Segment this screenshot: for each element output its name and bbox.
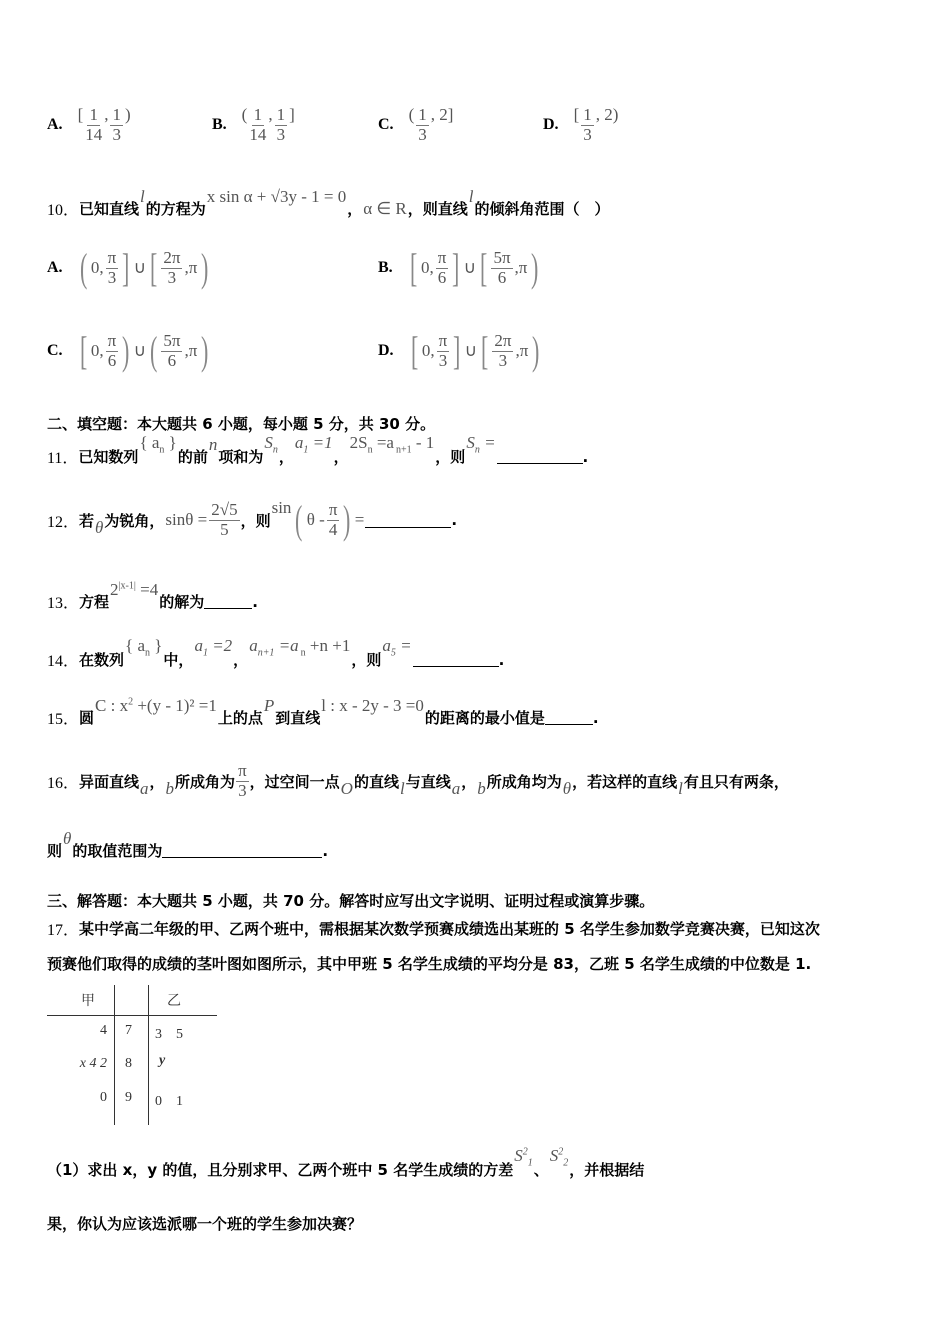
numerator: 2√5 [211,499,238,519]
math-expression: ,π [184,258,198,277]
question-number: 14． [47,653,80,670]
option-label: B. [212,115,227,133]
text: 的倾斜角范围（ ） [474,200,610,218]
subscript: n [145,647,150,659]
header-class-jia: 甲 [81,994,95,1009]
option-label: D. [378,342,394,359]
bracket: ) [201,328,209,373]
superscript: 2 [558,1146,564,1158]
denominator: 6 [437,267,447,287]
divider [47,1015,217,1016]
math-expression: θ - [306,510,325,529]
math-expression: $a_5$ = [382,636,412,659]
numerator: π [107,330,117,350]
subscript: n [159,444,165,456]
bracket: [ [409,245,418,290]
text: 的解为 [159,593,205,611]
text: 有且只有两条， [683,772,789,791]
bracket: ) [201,245,209,290]
stem: 7 [125,1023,132,1038]
denominator: 3 [583,124,592,144]
math-expression: [ [77,105,84,124]
numerator: 1 [418,105,427,124]
fraction [492,332,513,370]
text: 与直线 [405,772,451,791]
text: 所成角为 [175,772,236,791]
text: 已知数列 [78,448,139,466]
bracket: ] [453,328,461,373]
fraction [416,106,429,144]
subscript: 1 [303,444,309,456]
option-content [77,105,132,144]
text: . [252,592,258,611]
answer-blank [365,513,451,528]
text: 已知直线 [79,200,140,218]
q9-option-a [47,105,132,144]
q10-option-a [47,245,212,290]
text: ， [149,772,165,791]
text: 三、解答题：本大题共 5 小题，共 70 分。解答时应写出文字说明、证明过程或演算步骤。 [47,892,655,910]
fraction [491,249,512,287]
text: ，并根据结 [569,1160,645,1179]
subscript: 1 [527,1157,533,1169]
math-expression: n [208,434,218,454]
numerator: π [328,499,338,519]
math-expression: x sin α + √3y - 1 = 0 [206,186,347,206]
fraction [436,249,449,287]
option-content [407,245,542,290]
text: 的取值范围为 [72,842,163,860]
stem: 8 [125,1056,132,1071]
option-content [77,328,212,373]
question-17-part-1-line-2 [47,1213,362,1234]
math-expression: l [678,779,683,799]
option-label: A. [47,259,63,276]
q9-option-b [212,105,296,144]
math-expression: 0, [421,258,434,277]
fraction [161,249,182,287]
numerator: 1 [583,105,592,124]
option-label: A. [47,115,63,133]
answer-blank [497,449,583,464]
q10-option-b [378,245,542,290]
subscript: n [367,444,373,456]
text: . [498,650,505,669]
subscript: n [272,444,278,456]
subscript: n+1 [257,647,275,659]
denominator: 5 [220,519,229,539]
math-expression: ∪ [133,341,147,360]
bracket: [ [480,245,488,290]
text: ， [333,448,349,466]
text: 、 [533,1160,549,1179]
math-expression: a [451,779,461,799]
text: . [451,511,458,529]
fraction [85,106,102,144]
text: . [592,708,599,727]
numerator: 5π [163,330,181,350]
q10-option-c [47,328,212,373]
answer-blank [204,594,252,609]
math-expression: $S_n$ = [466,433,496,456]
math-expression: θ [562,779,572,799]
text: 方程 [79,593,110,611]
math-expression: { $a_n$ } [125,636,163,659]
text: 预赛他们取得的成绩的茎叶图如图所示，其中甲班 5 名学生成绩的平均分是 83，乙班 5 名学生成绩的中位数是 1. [47,955,812,973]
numerator: π [437,247,447,267]
leaf-right: 3 5 [155,1027,183,1042]
q9-option-c [378,105,454,144]
fraction [581,106,594,144]
text: 中， [163,651,194,669]
bracket: ( [150,328,158,373]
math-expression: sin [271,498,292,517]
question-number: 15． [47,711,80,728]
question-number: 10． [47,202,80,219]
text: . [582,447,589,466]
section-3-heading [47,890,654,911]
text: 某中学高二年级的甲、乙两个班中，需根据某次数学预赛成绩选出某班的 5 名学生参加数学竞赛决赛，已知这次 [79,920,820,938]
text: ， [278,448,294,466]
math-expression: , 2] [430,105,454,124]
denominator: 3 [167,267,177,287]
leaf-left: x 4 2 [79,1056,107,1071]
numerator: π [107,247,117,267]
text: 到直线 [275,709,321,727]
math-expression: α ∈ R [363,198,407,218]
math-expression: ∪ [464,341,478,360]
numerator: 2π [494,330,512,350]
denominator: 3 [418,124,427,144]
math-expression: $_{n+1}$ - 1 [395,433,435,456]
option-label: B. [378,259,393,276]
math-expression: ( [241,105,248,124]
text: ，过空间一点 [249,772,340,791]
fraction [110,106,123,144]
denominator: 3 [238,780,247,800]
text: 果，你认为应该选派哪一个班的学生参加决赛？ [47,1215,363,1233]
option-content [241,105,296,144]
fraction [327,501,340,539]
math-expression: $a_1 =1$ [294,433,333,456]
fraction [106,332,119,370]
divider [114,985,115,1125]
math-expression: $S^2_1$ [514,1146,533,1169]
question-16-line-2 [47,828,329,861]
leaf-left: 4 [100,1023,107,1038]
subscript: n [300,647,306,659]
text: 则 [47,842,63,860]
math-expression: 0, [421,341,435,360]
fraction [437,332,450,370]
denominator: 3 [438,350,448,370]
bracket: ] [122,245,130,290]
stem: 9 [125,1090,132,1105]
answer-blank [545,710,593,725]
text: 为锐角， [104,511,165,530]
math-expression: $_n$ +n +1 [300,636,351,659]
math-expression: [ [573,105,580,124]
text: 的距离的最小值是 [424,709,545,727]
text: 异面直线 [79,772,140,791]
numerator: π [438,330,448,350]
text: 二、填空题：本大题共 6 小题，每小题 5 分，共 30 分。 [47,415,436,433]
bracket: [ [481,328,489,373]
bracket: ) [531,245,539,290]
text: . [322,841,329,860]
math-expression: ,π [514,258,528,277]
math-expression: $2S_n =a$ [349,433,394,456]
math-expression: l [140,186,145,206]
text: ， [347,200,363,218]
math-expression: sinθ = [165,510,208,529]
denominator: 3 [112,124,121,144]
math-expression: = [354,510,365,529]
math-expression: C : $x^2 +(y - 1)^2 =1$ [95,695,217,715]
text: 的直线 [353,772,399,791]
math-expression: θ [63,828,72,848]
math-expression: , 2) [595,105,619,124]
math-expression: θ [95,518,104,537]
question-11 [47,433,589,468]
option-label: C. [378,115,394,133]
math-expression: l [399,779,405,799]
question-number: 13． [47,595,80,612]
bracket: ( [79,245,87,290]
question-17-part-1-line-1 [47,1146,645,1180]
bracket: [ [410,328,418,373]
text: （1）求出 x，y 的值，且分别求甲、乙两个班中 5 名学生成绩的方差 [47,1160,514,1179]
text: ， [461,772,477,791]
text: ，则直线 [407,200,468,218]
denominator: 6 [107,350,117,370]
denominator: 4 [328,519,338,539]
denominator: 14 [85,124,103,144]
math-expression: $S_n$ [264,433,278,456]
math-expression: $S^2_2$ [549,1146,569,1169]
math-expression: , [268,105,273,124]
text: ，则 [240,511,271,530]
denominator: 6 [497,267,507,287]
bracket: [ [150,245,158,290]
option-label: D. [543,115,559,133]
math-expression: 0, [90,341,104,360]
stem-leaf-plot [47,985,217,1125]
math-expression: O [340,779,353,799]
math-expression: $a_{n+1} =a$ [249,636,299,659]
numerator: 1 [253,105,263,124]
fraction [249,106,266,144]
q10-option-d [378,328,543,373]
question-17-line-1 [47,917,820,940]
section-2-heading [47,413,435,434]
question-number: 17． [47,922,80,939]
text: ，则 [351,651,382,669]
math-expression: { $a_n$ } [139,433,177,456]
math-expression: a [140,779,149,799]
numerator: 1 [89,105,98,124]
divider [148,985,149,1125]
math-expression: l : x - 2y - 3 =0 [321,695,424,715]
numerator: π [238,761,247,780]
superscript: 2 [522,1146,528,1158]
text: ， [233,651,249,669]
math-expression: ∪ [133,258,147,277]
text: 的前 [177,448,208,466]
option-content [408,328,543,373]
numerator: 2π [163,247,181,267]
denominator: 3 [498,350,508,370]
option-content [77,245,212,290]
question-15 [47,695,599,729]
question-number: 11． [47,450,79,467]
math-expression: l [468,186,474,206]
math-expression: b [165,779,175,799]
superscript: |x-1| [118,579,136,591]
leaf-right: 0 1 [155,1094,183,1109]
question-14 [47,636,505,671]
text: ，则 [435,448,466,466]
bracket: ) [532,328,540,373]
math-expression: $2^{|x-1|} =4$ [110,579,159,599]
fraction [161,332,182,370]
answer-blank [413,652,499,667]
subscript: 1 [202,647,208,659]
math-expression: ∪ [463,258,477,277]
denominator: 3 [276,124,286,144]
question-13 [47,579,258,613]
bracket: ) [343,497,351,542]
numerator: 1 [112,105,121,124]
denominator: 3 [107,267,117,287]
text: ，若这样的直线 [572,772,678,791]
answer-blank [162,843,322,858]
bracket: ) [122,328,130,373]
fraction [275,106,288,144]
math-expression: , [104,105,109,124]
text: 在数列 [79,651,125,669]
text: 所成角均为 [486,772,562,791]
header-class-yi: 乙 [167,994,181,1009]
bracket: ( [295,497,303,542]
fraction [236,762,249,800]
option-label: C. [47,342,63,359]
text: 圆 [79,709,95,727]
math-expression: P [263,695,275,715]
question-number: 16． [47,774,80,792]
math-expression: $a_1 =2$ [194,636,233,659]
question-10-stem [47,186,610,220]
math-expression: ) [124,105,131,124]
math-expression: ( [408,105,415,124]
q9-option-d [543,105,619,144]
math-expression: ,π [515,341,529,360]
fraction [106,249,119,287]
subscript: n+1 [395,444,412,456]
question-12 [47,497,458,542]
denominator: 14 [249,124,267,144]
option-content [408,105,455,144]
subscript: n [474,444,480,456]
math-expression: ,π [184,341,198,360]
question-16-line-1 [47,762,789,800]
text: 的方程为 [145,200,206,218]
denominator: 6 [167,350,177,370]
question-17-line-2 [47,953,811,974]
math-expression: ] [289,105,295,124]
text: 若 [79,511,95,530]
option-content [573,105,620,144]
question-number: 12． [47,513,80,531]
subscript: 2 [563,1157,569,1169]
bracket: ] [452,245,460,290]
superscript: 2 [128,695,134,707]
numerator: 5π [493,247,511,267]
text: 项和为 [218,448,264,466]
math-expression: b [477,779,486,799]
numerator: 1 [276,105,286,124]
text: 上的点 [217,709,263,727]
leaf-right: y [159,1053,166,1068]
bracket: [ [79,328,87,373]
leaf-left: 0 [100,1090,107,1105]
subscript: 5 [390,647,396,659]
math-expression: 0, [90,258,104,277]
fraction [209,501,239,539]
